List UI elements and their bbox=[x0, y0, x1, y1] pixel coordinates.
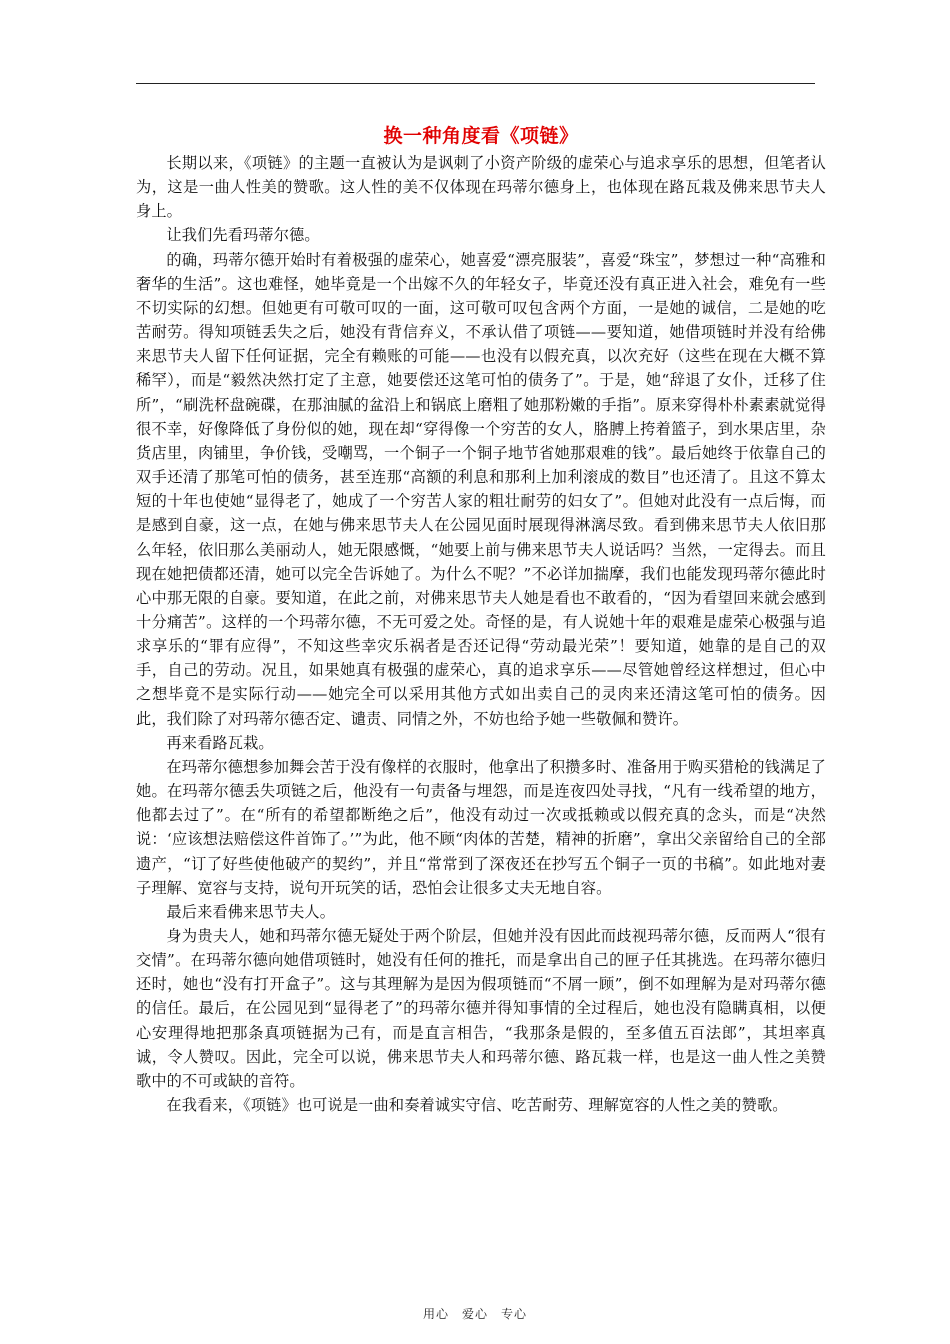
article-body bbox=[136, 121, 826, 1117]
paragraph-conclusion: 在我看来，《项链》也可说是一曲和奏着诚实守信、吃苦耐劳、理解宽容的人性之美的赞歌。 bbox=[166, 1096, 788, 1115]
paragraph-mathilde: 的确，玛蒂尔德开始时有着极强的虚荣心，她喜爱“漂亮服装”，喜爱“珠宝”，梦想过一种“高雅和奢华的生活”。这也难怪，她毕竟是一个出嫁不久的年轻女子，毕竟还没有真正进入社会，难免有一些不切实际的幻想。但她更有可敬可叹的一面，这可敬可叹包含两个方面，一是她的诚信，二是她的吃苦耐劳。得知项链丢失之后，她没有背信弃义，不承认借了项链——要知道，她借项链时并没有给佛来思节夫人留下任何证据，完全有赖账的可能——也没有以假充真，以次充好（这些在现在大概不算稀罕），而是“毅然决然打定了主意，她要偿还这笔可怕的债务了”。于是，她“辞退了女仆，迁移了住所”，“刷洗杯盘碗碟，在那油腻的盆沿上和锅底上磨粗了她那粉嫩的手指”。原来穿得朴朴素素就觉得很不幸，好像降低了身份似的她，现在却“穿得像一个穷苦的女人，胳膊上挎着篮子，到水果店里，杂货店里，肉铺里，争价钱，受嘲骂，一个铜子一个铜子地节省她那艰难的钱”。最后她终于依靠自己的双手还清了那笔可怕的债务，甚至连那“高额的利息和那利上加利滚成的数目”也还清了。且这不算太短的十年也使她“显得老了，她成了一个穷苦人家的粗壮耐劳的妇女了”。但她对此没有一点后悔，而是感到自豪，这一点，在她与佛来思节夫人在公园见面时展现得淋漓尽致。看到佛来思节夫人依旧那么年轻，依旧那么美丽动人，她无限感慨，“她要上前与佛来思节夫人说话吗？当然，一定得去。而且现在她把债都还清，她可以完全告诉她了。为什么不呢？”不必详加揣摩，我们也能发现玛蒂尔德此时心中那无限的自豪。要知道，在此之前，对佛来思节夫人她是看也不敢看的，“因为看望回来就会感到十分痛苦”。这样的一个玛蒂尔德，不无可爱之处。奇怪的是，有人说她十年的艰难是虚荣心极强与追求享乐的“罪有应得”，不知这些幸灾乐祸者是否还记得“劳动最光荣”！要知道，她靠的是自己的双手，自己的劳动。况且，如果她真有极强的虚荣心，真的追求享乐——尽管她曾经这样想过，但心中之想毕竟不是实际行动——她完全可以采用其他方式如出卖自己的灵肉来还清这笔可怕的债务。因此，我们除了对玛蒂尔德否定、谴责、同情之外，不妨也给予她一些敬佩和赞许。 bbox=[136, 250, 826, 728]
paragraph-mathilde-heading: 让我们先看玛蒂尔德。 bbox=[166, 226, 320, 245]
paragraph-loisel: 在玛蒂尔德想参加舞会苦于没有像样的衣服时，他拿出了积攒多时、准备用于购买猎枪的钱满足了她。在玛蒂尔德丢失项链之后，他没有一句责备与埋怨，而是连夜四处寻找，“凡有一线希望的地方，他都去过了”。在“所有的希望都断绝之后”，他没有动过一次或抵赖或以假充真的念头，而是“决然说：‘应该想法赔偿这件首饰了。’”为此，他不顾“肉体的苦楚，精神的折磨”，拿出父亲留给自己的全部遗产，“订了好些使他破产的契约”，并且“常常到了深夜还在抄写五个铜子一页的书稿”。如此地对妻子理解、宽容与支持，说句开玩笑的话，恐怕会让很多丈夫无地自容。 bbox=[136, 757, 826, 897]
page-footer: 用心 爱心 专心 bbox=[422, 1307, 527, 1321]
article-title: 换一种角度看《项链》 bbox=[383, 125, 579, 147]
paragraph-forestier-heading: 最后来看佛来思节夫人。 bbox=[166, 902, 336, 921]
header-rule bbox=[136, 83, 815, 84]
paragraph-intro: 长期以来，《项链》的主题一直被认为是讽刺了小资产阶级的虚荣心与追求享乐的思想，但笔者认为，这是一曲人性美的赞歌。这人性的美不仅体现在玛蒂尔德身上，也体现在路瓦栽及佛来思节夫人身上。 bbox=[136, 154, 826, 221]
paragraph-loisel-heading: 再来看路瓦栽。 bbox=[166, 733, 274, 752]
paragraph-forestier: 身为贵夫人，她和玛蒂尔德无疑处于两个阶层，但她并没有因此而歧视玛蒂尔德，反而两人“很有交情”。在玛蒂尔德向她借项链时，她没有任何的推托，而是拿出自己的匣子任其挑选。在玛蒂尔德归还时，她也“没有打开盒子”。这与其理解为是因为假项链而“不屑一顾”，倒不如理解为是对玛蒂尔德的信任。最后，在公园见到“显得老了”的玛蒂尔德并得知事情的全过程后，她也没有隐瞒真相，以便心安理得地把那条真项链据为己有，而是直言相告，“我那条是假的，至多值五百法郎”，其坦率真诚，令人赞叹。因此，完全可以说，佛来思节夫人和玛蒂尔德、路瓦栽一样，也是这一曲人性之美赞歌中的不可或缺的音符。 bbox=[136, 927, 826, 1090]
